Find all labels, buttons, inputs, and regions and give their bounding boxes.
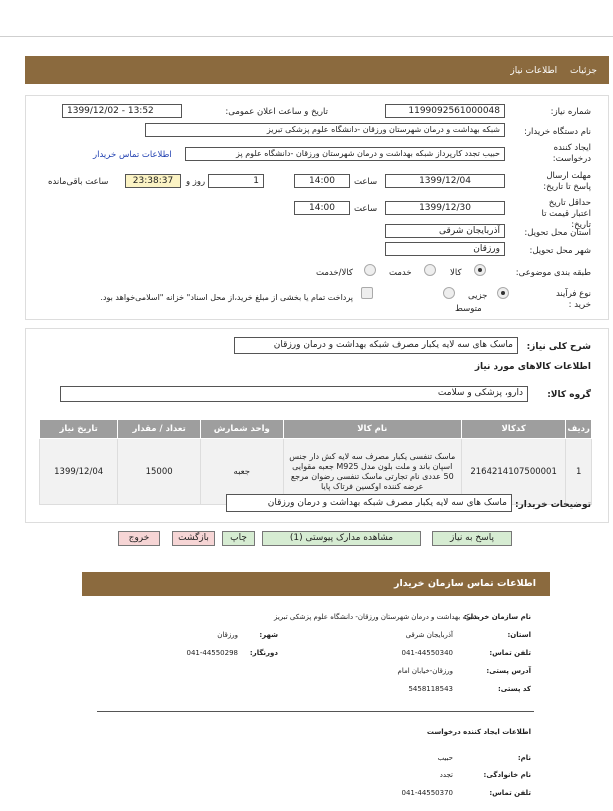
buyer-label: نام دستگاه خریدار:: [524, 127, 591, 137]
contact-province-label: استان:: [507, 631, 531, 639]
day-label: روز و: [186, 177, 206, 187]
validity-time-label: ساعت: [354, 204, 378, 214]
contact-postal-label: کد پستی:: [497, 685, 531, 693]
contact-address-value: ورزقان-خیابان امام: [397, 667, 453, 675]
summary-field: ماسک های سه لایه یکبار مصرف شبکه بهداشت و درمان ورزقان: [234, 337, 518, 354]
category-goods-radio[interactable]: [474, 264, 486, 276]
creator-family-value: تجدد: [439, 771, 453, 779]
cell-goods-name: ماسک تنفسی یکبار مصرف سه لایه کش دار جنس اسپان باند و ملت بلون مدل M925 جعبه مقوایی 50 عددی نام تجارتی ماسک تنفسی رضوان مرجع عرضه کننده اوکسین فرتاک پایا: [283, 439, 461, 505]
city-field: ورزقان: [385, 242, 505, 256]
section-header: [25, 56, 609, 84]
group-field: دارو، پزشکی و سلامت: [60, 386, 528, 402]
contact-phone-value: 041-44550340: [401, 649, 453, 657]
process-label: نوع فرآیند خرید :: [555, 289, 591, 310]
creator-phone-value: 041-44550370: [401, 789, 453, 797]
buyer-field: شبکه بهداشت و درمان شهرستان ورزقان -دانشگاه علوم پزشکی تبریز: [145, 123, 505, 137]
contact-fax-label: دورنگار:: [249, 649, 278, 657]
print-button[interactable]: چاپ: [222, 531, 255, 546]
city-label: شهر محل تحویل:: [529, 246, 591, 256]
deadline-time-label: ساعت: [354, 177, 378, 187]
col-need-date: تاریخ نیاز: [40, 420, 118, 439]
creator-name-value: حبیب: [437, 754, 453, 762]
back-button[interactable]: بازگشت: [172, 531, 215, 546]
announce-label: تاریخ و ساعت اعلان عمومی:: [225, 107, 328, 117]
cell-goods-code: 2164214107500001: [461, 439, 565, 505]
goods-info-title: اطلاعات کالاهای مورد نیاز: [474, 362, 591, 372]
category-label: طبقه بندی موضوعی:: [515, 268, 591, 278]
process-medium-label: متوسط: [455, 304, 482, 314]
announce-field: 1399/12/02 - 13:52: [62, 104, 182, 118]
buyer-notes-field: ماسک های سه لایه یکبار مصرف شبکه بهداشت و درمان ورزقان: [226, 494, 512, 512]
contact-fax-value: 041-44550298: [186, 649, 238, 657]
cell-unit: جعبه: [200, 439, 283, 505]
category-service-label: خدمت: [389, 268, 412, 278]
attachments-button[interactable]: مشاهده مدارک پیوستی (1): [262, 531, 421, 546]
exit-button[interactable]: خروج: [118, 531, 160, 546]
contact-phone-label: تلفن تماس:: [489, 649, 531, 657]
col-row: ردیف: [566, 420, 592, 439]
contact-org-label: نام سازمان خریدار:: [463, 613, 531, 621]
category-goods-label: کالا: [450, 268, 462, 278]
province-field: آذربایجان شرقی: [385, 224, 505, 238]
contact-province-value: آذربایجان شرقی: [405, 631, 453, 639]
creator-label: ایجاد کننده درخواست:: [552, 143, 591, 164]
reply-button[interactable]: پاسخ به نیاز: [432, 531, 512, 546]
tab-need-info[interactable]: اطلاعات نیاز: [510, 66, 558, 76]
col-goods-code: کدکالا: [461, 420, 565, 439]
contact-city-value: ورزقان: [217, 631, 238, 639]
contact-org-value: شبکه بهداشت و درمان شهرستان ورزقان- دانشگاه علوم پزشکی تبریز: [273, 613, 478, 621]
treasury-payment-checkbox[interactable]: [361, 287, 373, 299]
process-partial-radio[interactable]: [497, 287, 509, 299]
col-quantity: تعداد / مقدار: [118, 420, 201, 439]
creator-field: حبیب تجدد کارپرداز شبکه بهداشت و درمان شهرستان ورزقان -دانشگاه علوم پز: [185, 147, 505, 161]
buyer-notes-label: توضیحات خریدار:: [515, 500, 591, 510]
category-service-radio[interactable]: [424, 264, 436, 276]
province-label: استان محل تحویل:: [524, 228, 591, 238]
category-goods-service-label: کالا/خدمت: [316, 268, 353, 278]
contact-city-label: شهر:: [259, 631, 278, 639]
col-unit: واحد شمارش: [200, 420, 283, 439]
cell-need-date: 1399/12/04: [40, 439, 118, 505]
creator-family-label: نام خانوادگی:: [483, 771, 531, 779]
validity-date-field: 1399/12/30: [385, 201, 505, 215]
creator-section-title: اطلاعات ایجاد کننده درخواست: [426, 728, 531, 736]
days-field: 1: [208, 174, 264, 188]
creator-phone-label: تلفن تماس:: [489, 789, 531, 797]
payment-note: پرداخت تمام یا بخشی از مبلغ خرید،از محل اسناد" خزانه "اسلامی‌خواهد بود.: [100, 293, 353, 302]
remaining-label: ساعت باقی‌مانده: [48, 177, 109, 187]
creator-name-label: نام:: [517, 754, 531, 762]
deadline-date-field: 1399/12/04: [385, 174, 505, 188]
cell-row: 1: [566, 439, 592, 505]
validity-time-field: 14:00: [294, 201, 350, 215]
remaining-time-field: 23:38:37: [125, 174, 181, 188]
buyer-contact-link[interactable]: اطلاعات تماس خریدار: [93, 150, 172, 160]
group-label: گروه کالا:: [547, 390, 591, 400]
tab-details[interactable]: جزئیات: [570, 66, 597, 76]
process-medium-radio[interactable]: [443, 287, 455, 299]
validity-label: حداقل تاریخ اعتبار قیمت تا تاریخ:: [541, 198, 591, 230]
category-goods-service-radio[interactable]: [364, 264, 376, 276]
summary-label: شرح کلی نیاز:: [526, 342, 591, 352]
process-partial-label: جزیی: [468, 291, 488, 301]
contact-divider: [97, 711, 534, 712]
col-goods-name: نام کالا: [283, 420, 461, 439]
contact-title: اطلاعات تماس سازمان خریدار: [82, 572, 550, 596]
goods-table: [39, 419, 592, 505]
deadline-time-field: 14:00: [294, 174, 350, 188]
contact-postal-value: 5458118543: [408, 685, 453, 693]
need-number-field: 1199092561000048: [385, 104, 505, 118]
cell-quantity: 15000: [118, 439, 201, 505]
deadline-label: مهلت ارسال پاسخ تا تاریخ:: [543, 171, 591, 192]
top-divider: [0, 36, 613, 37]
contact-address-label: آدرس پستی:: [486, 667, 531, 675]
need-number-label: شماره نیاز:: [550, 107, 591, 117]
